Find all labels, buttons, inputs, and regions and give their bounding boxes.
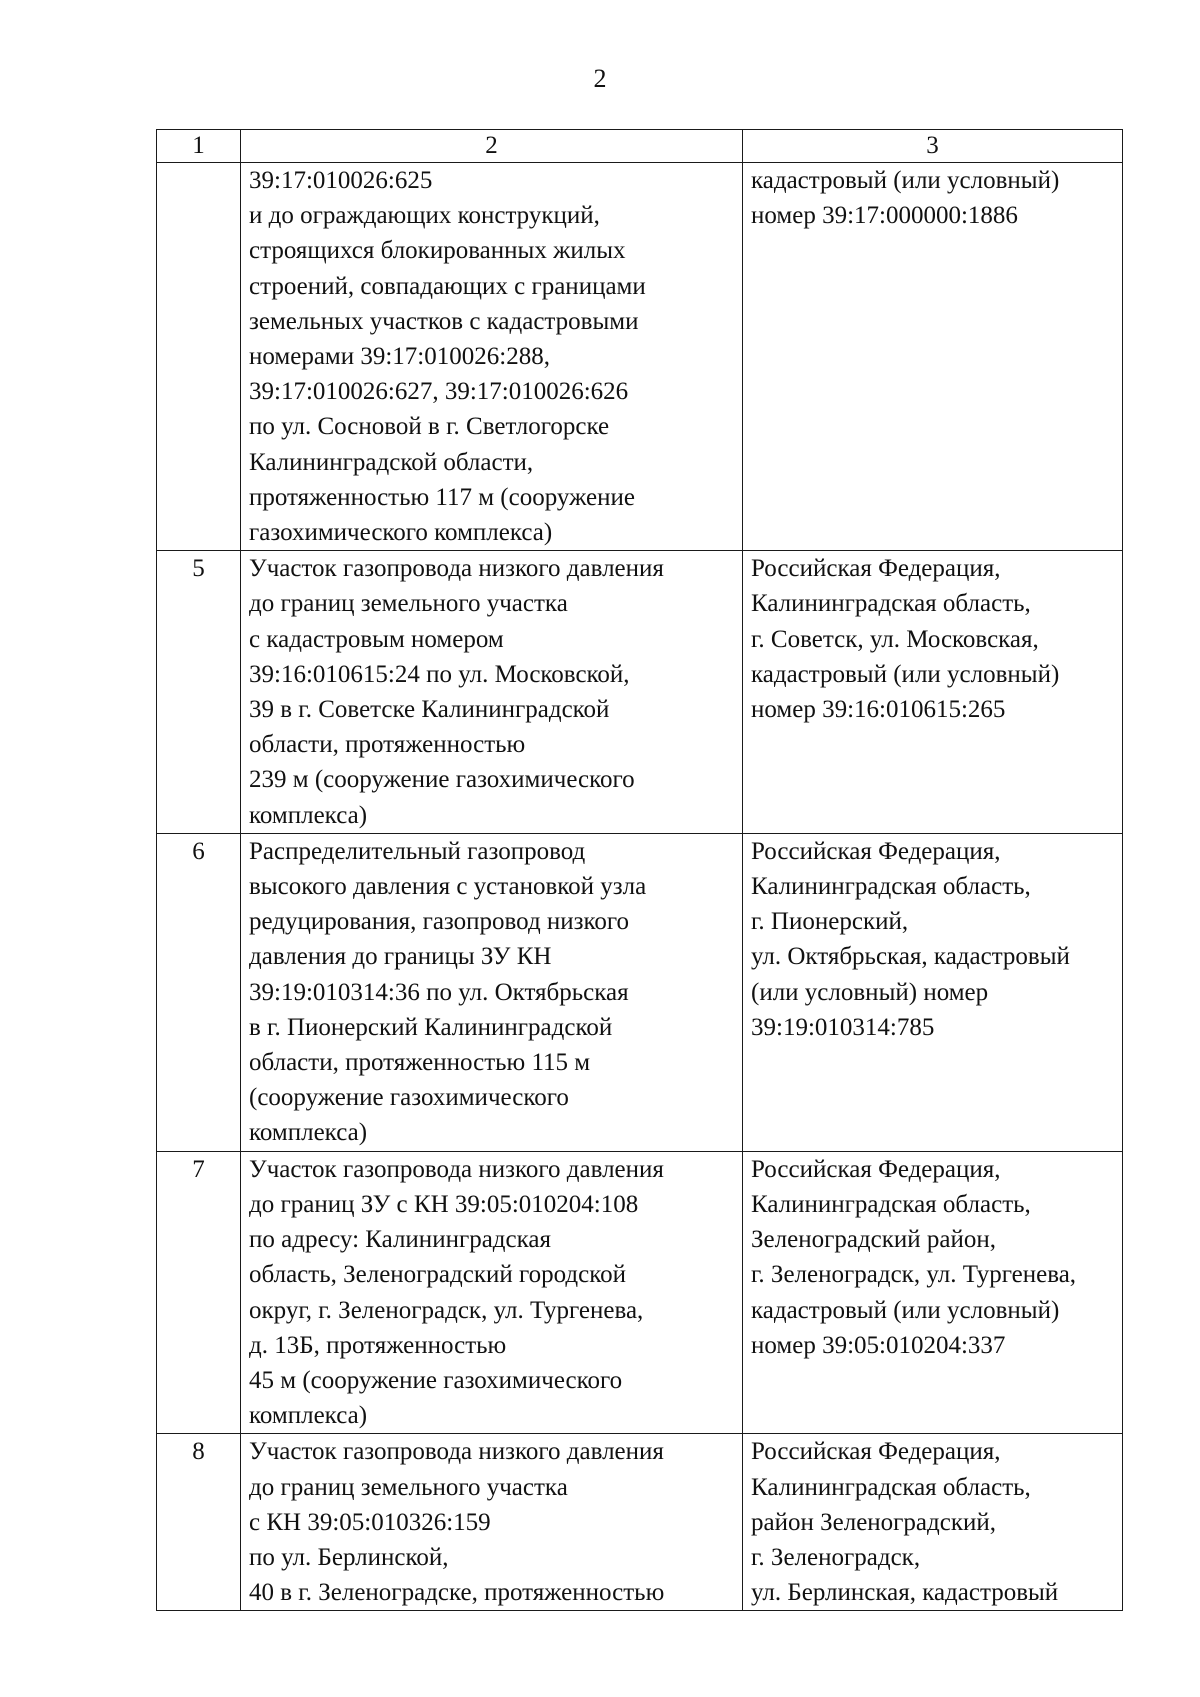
description-line: с кадастровым номером (249, 625, 504, 653)
description-line: строящихся блокированных жилых (249, 237, 626, 265)
row-number: 5 (157, 551, 241, 834)
object-description-cell (241, 163, 743, 551)
location-line: Калининградская область, (751, 1190, 1031, 1218)
description-line: высокого давления с установкой узла (249, 873, 647, 901)
table-header-row (157, 130, 1123, 163)
objects-table (156, 129, 1123, 1611)
table-body (157, 163, 1123, 1611)
object-location-cell (743, 551, 1123, 834)
description-line: округ, г. Зеленоградск, ул. Тургенева, (249, 1296, 644, 1324)
object-description-cell (241, 1434, 743, 1611)
location-line: г. Зеленоградск, ул. Тургенева, (751, 1261, 1077, 1289)
object-location-cell (743, 1151, 1123, 1434)
location-line: номер 39:17:000000:1886 (751, 202, 1018, 230)
column-header-1: 1 (157, 130, 241, 163)
description-line: (сооружение газохимического (249, 1084, 569, 1112)
description-line: области, протяженностью 115 м (249, 1049, 591, 1077)
location-line: ул. Берлинская, кадастровый (751, 1579, 1059, 1607)
table-row (157, 551, 1123, 834)
description-line: комплекса) (249, 1402, 368, 1430)
column-header-3: 3 (743, 130, 1123, 163)
location-line: кадастровый (или условный) (751, 167, 1060, 194)
object-location-cell (743, 1434, 1123, 1611)
table-row (157, 1434, 1123, 1611)
table-row (157, 1151, 1123, 1434)
description-line: до границ ЗУ с КН 39:05:010204:108 (249, 1190, 639, 1218)
object-location-cell (743, 163, 1123, 551)
location-line: г. Зеленоградск, (751, 1543, 921, 1571)
description-line: до границ земельного участка (249, 590, 568, 618)
description-line: 45 м (сооружение газохимического (249, 1366, 623, 1394)
description-line: Участок газопровода низкого давления (249, 1155, 664, 1183)
location-line: (или условный) номер (751, 978, 989, 1006)
description-line: с КН 39:05:010326:159 (249, 1508, 491, 1536)
row-number: 8 (157, 1434, 241, 1611)
location-line: район Зеленоградский, (751, 1508, 996, 1536)
location-line: Калининградская область, (751, 873, 1031, 901)
description-line: строений, совпадающих с границами (249, 272, 646, 300)
description-line: давления до границы ЗУ КН (249, 943, 552, 971)
location-line: 39:19:010314:785 (751, 1013, 935, 1041)
location-line: ул. Октябрьская, кадастровый (751, 943, 1070, 971)
description-line: 239 м (сооружение газохимического (249, 766, 635, 794)
object-location-cell (743, 833, 1123, 1151)
location-line: Российская Федерация, (751, 837, 1001, 865)
location-line: кадастровый (или условный) (751, 1296, 1060, 1324)
location-line: г. Советск, ул. Московская, (751, 625, 1039, 653)
description-line: по ул. Сосновой в г. Светлогорске (249, 413, 610, 441)
description-line: Калининградской области, (249, 448, 534, 476)
description-line: до границ земельного участка (249, 1473, 568, 1501)
location-line: Российская Федерация, (751, 1438, 1001, 1466)
description-line: 39 в г. Советске Калининградской (249, 696, 610, 724)
location-line: г. Пионерский, (751, 908, 909, 936)
description-line: комплекса) (249, 801, 368, 829)
row-number: 6 (157, 833, 241, 1151)
description-line: газохимического комплекса) (249, 519, 553, 547)
description-line: по ул. Берлинской, (249, 1543, 449, 1571)
location-line: номер 39:16:010615:265 (751, 696, 1006, 724)
description-line: номерами 39:17:010026:288, (249, 343, 550, 371)
description-line: 39:19:010314:36 по ул. Октябрьская (249, 978, 629, 1006)
column-header-2: 2 (241, 130, 743, 163)
description-line: Распределительный газопровод (249, 837, 586, 865)
description-line: протяженностью 117 м (сооружение (249, 483, 635, 511)
description-line: Участок газопровода низкого давления (249, 1438, 664, 1466)
row-number (157, 163, 241, 551)
description-line: земельных участков с кадастровыми (249, 307, 639, 335)
location-line: Российская Федерация, (751, 1155, 1001, 1183)
row-number: 7 (157, 1151, 241, 1434)
description-line: область, Зеленоградский городской (249, 1261, 626, 1289)
page-number: 2 (593, 64, 607, 93)
location-line: Калининградская область, (751, 1473, 1031, 1501)
location-line: Российская Федерация, (751, 555, 1001, 583)
object-description-cell (241, 833, 743, 1151)
description-line: Участок газопровода низкого давления (249, 555, 664, 583)
description-line: по адресу: Калининградская (249, 1226, 551, 1254)
description-line: д. 13Б, протяженностью (249, 1331, 507, 1359)
description-line: и до ограждающих конструкций, (249, 202, 600, 230)
description-line: области, протяженностью (249, 731, 526, 759)
location-line: Зеленоградский район, (751, 1226, 996, 1254)
description-line: в г. Пионерский Калининградской (249, 1013, 613, 1041)
description-line: 39:17:010026:627, 39:17:010026:626 (249, 378, 629, 406)
object-description-cell (241, 551, 743, 834)
table-row (157, 833, 1123, 1151)
location-line: номер 39:05:010204:337 (751, 1331, 1006, 1359)
description-line: 40 в г. Зеленоградске, протяженностью (249, 1579, 665, 1607)
table-row (157, 163, 1123, 551)
object-description-cell (241, 1151, 743, 1434)
description-line: 39:16:010615:24 по ул. Московской, (249, 660, 630, 688)
description-line: редуцирования, газопровод низкого (249, 908, 630, 936)
description-line: 39:17:010026:625 (249, 167, 433, 194)
location-line: кадастровый (или условный) (751, 660, 1060, 688)
location-line: Калининградская область, (751, 590, 1031, 618)
description-line: комплекса) (249, 1119, 368, 1147)
